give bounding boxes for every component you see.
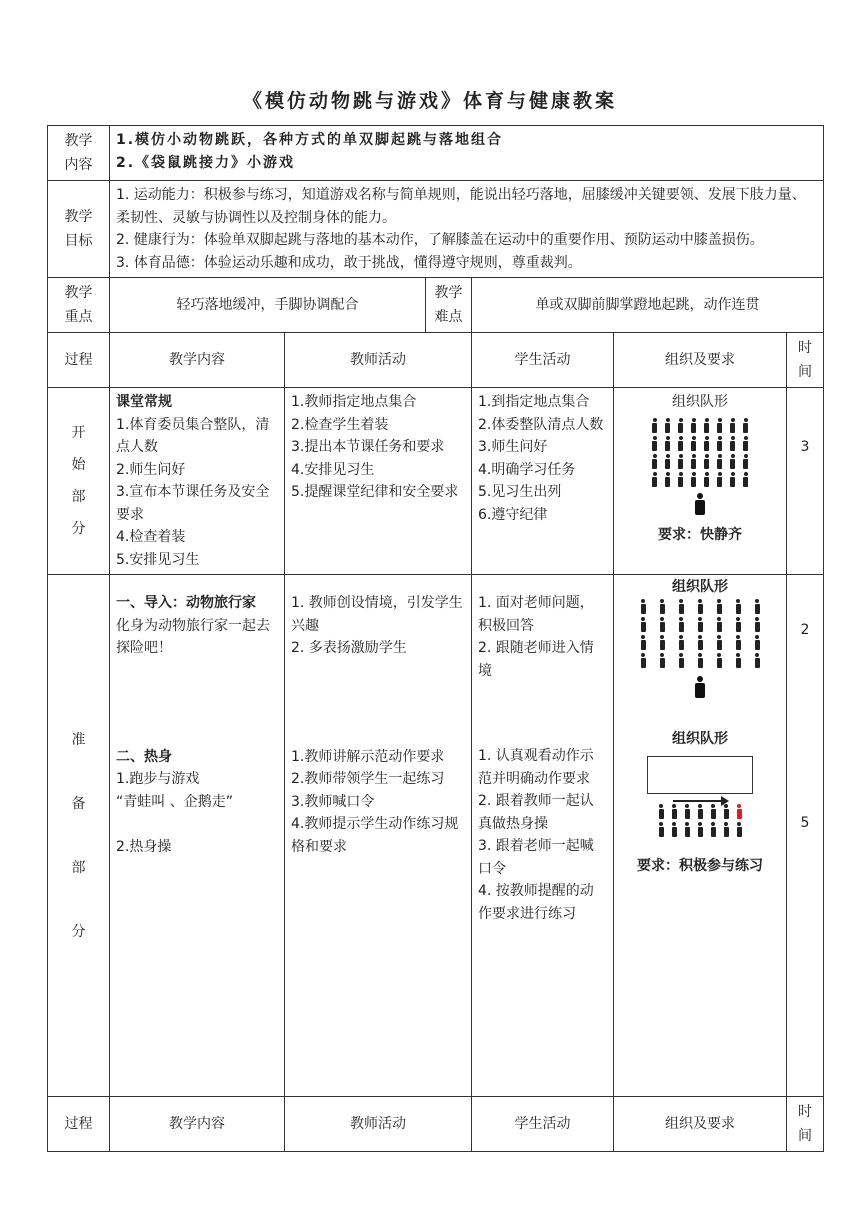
label-line: 间 bbox=[798, 364, 813, 380]
student-icon bbox=[736, 617, 741, 632]
student-icon bbox=[743, 418, 748, 433]
student-icon bbox=[659, 804, 664, 819]
content-line bbox=[116, 813, 278, 836]
student-activity-line: 1. 认真观看动作示范并明确动作要求 bbox=[478, 748, 594, 787]
label-line: 教学 bbox=[64, 209, 93, 225]
student-activity-line: 1. 面对老师问题，积极回答 bbox=[478, 595, 594, 634]
student-icon bbox=[743, 436, 748, 451]
student-icon bbox=[660, 635, 665, 650]
student-icon bbox=[679, 635, 684, 650]
student-icon bbox=[743, 454, 748, 469]
label-line: 教学 bbox=[434, 285, 463, 301]
footer-student: 学生活动 bbox=[472, 1097, 614, 1152]
student-icon bbox=[698, 822, 703, 837]
student-icon bbox=[665, 454, 670, 469]
student-icon bbox=[730, 418, 735, 433]
student-icon bbox=[704, 454, 709, 469]
intro-org-title: 组织队形 bbox=[672, 579, 728, 595]
student-icon bbox=[737, 822, 742, 837]
start-stage-label bbox=[48, 388, 110, 575]
start-time: 3 bbox=[787, 388, 824, 575]
student-icon bbox=[678, 436, 683, 451]
goal-item: 3. 体育品德：体验运动乐趣和成功，敢于挑战，懂得遵守规则，尊重裁判。 bbox=[116, 254, 582, 271]
label-line: 教学 bbox=[64, 133, 93, 149]
goal-label bbox=[48, 181, 110, 278]
arrow-icon bbox=[673, 800, 727, 802]
teacher-icon bbox=[695, 493, 705, 515]
student-icon bbox=[717, 418, 722, 433]
header-org: 组织及要求 bbox=[614, 333, 787, 388]
student-icon bbox=[717, 436, 722, 451]
student-icon bbox=[717, 653, 722, 668]
lesson-plan-table bbox=[47, 125, 824, 1152]
prep-content bbox=[110, 575, 285, 1097]
formation-row bbox=[620, 436, 780, 451]
formation-row bbox=[620, 599, 780, 614]
prep-teacher bbox=[285, 575, 472, 1097]
student-icon bbox=[736, 599, 741, 614]
student-activity-line: 6.遵守纪律 bbox=[478, 506, 548, 523]
student-icon bbox=[698, 599, 703, 614]
student-icon bbox=[698, 804, 703, 819]
student-icon bbox=[678, 454, 683, 469]
content-line: 1.跑步与游戏 bbox=[116, 771, 200, 787]
running-formation bbox=[635, 804, 765, 837]
student-icon bbox=[736, 635, 741, 650]
content-item: 2.《袋鼠跳接力》小游戏 bbox=[116, 154, 296, 171]
prep-time bbox=[787, 575, 824, 1097]
student-icon bbox=[652, 418, 657, 433]
teacher-activity-line: 2.教师带领学生一起练习 bbox=[291, 771, 445, 787]
student-activity-line: 2. 跟随老师进入情境 bbox=[478, 640, 594, 679]
student-icon bbox=[698, 653, 703, 668]
formation-row bbox=[620, 635, 780, 650]
student-icon bbox=[704, 418, 709, 433]
start-teacher bbox=[285, 388, 472, 575]
formation-row bbox=[620, 472, 780, 487]
student-icon bbox=[691, 418, 696, 433]
student-icon bbox=[711, 804, 716, 819]
formation-row bbox=[620, 653, 780, 668]
student-icon bbox=[691, 454, 696, 469]
student-icon bbox=[730, 454, 735, 469]
student-activity-line: 2.体委整队清点人数 bbox=[478, 416, 604, 433]
formation-row bbox=[620, 617, 780, 632]
content-line: 2.热身操 bbox=[116, 838, 172, 855]
intro-time: 2 bbox=[800, 622, 810, 638]
student-icon bbox=[717, 635, 722, 650]
footer-time bbox=[787, 1097, 824, 1152]
start-org bbox=[614, 388, 787, 575]
student-icon bbox=[698, 617, 703, 632]
teacher-icon bbox=[695, 676, 705, 698]
student-icon bbox=[717, 599, 722, 614]
goal-item: 2. 健康行为：体验单双脚起跳与落地的基本动作，了解膝盖在运动中的重要作用、预防运动中膝盖损伤。 bbox=[116, 232, 764, 248]
stage-label-char: 部 bbox=[71, 859, 86, 876]
teacher-activity-line: 4.教师提示学生动作练习规格和要求 bbox=[291, 816, 459, 855]
key-row bbox=[48, 278, 824, 333]
stage-label-char bbox=[54, 820, 103, 852]
student-icon bbox=[717, 472, 722, 487]
stage-label-char bbox=[54, 884, 103, 916]
student-icon bbox=[660, 617, 665, 632]
student-icon bbox=[730, 472, 735, 487]
student-icon bbox=[665, 418, 670, 433]
stage-label-char: 备 bbox=[71, 795, 86, 812]
student-icon bbox=[743, 472, 748, 487]
student-icon bbox=[704, 472, 709, 487]
student-icon bbox=[665, 472, 670, 487]
warm-time: 5 bbox=[800, 814, 810, 831]
student-icon bbox=[736, 653, 741, 668]
student-icon bbox=[685, 804, 690, 819]
content-line: 5.安排见习生 bbox=[116, 551, 200, 568]
label-line: 内容 bbox=[64, 157, 93, 173]
teacher-activity-line: 2.检查学生着装 bbox=[291, 416, 389, 433]
student-icon bbox=[641, 653, 646, 668]
student-icon bbox=[711, 822, 716, 837]
start-org-title: 组织队形 bbox=[672, 394, 728, 410]
warm-requirement: 要求：积极参与练习 bbox=[637, 858, 763, 874]
warm-org-title: 组织队形 bbox=[672, 730, 728, 747]
student-icon bbox=[685, 822, 690, 837]
student-activity-line: 1.到指定地点集合 bbox=[478, 394, 590, 410]
start-student bbox=[472, 388, 614, 575]
prep-org bbox=[614, 575, 787, 1097]
start-stage-row bbox=[48, 388, 824, 575]
stage-label-char bbox=[54, 756, 103, 788]
student-icon bbox=[678, 418, 683, 433]
student-icon bbox=[704, 436, 709, 451]
content-line: 1.体育委员集合整队，清点人数 bbox=[116, 416, 270, 455]
student-icon bbox=[660, 599, 665, 614]
student-icon bbox=[691, 472, 696, 487]
stage-label-char: 部 bbox=[71, 489, 86, 505]
header-time bbox=[787, 333, 824, 388]
student-icon bbox=[672, 822, 677, 837]
student-icon bbox=[755, 653, 760, 668]
prep-student bbox=[472, 575, 614, 1097]
stage-label-char: 开 bbox=[71, 425, 86, 441]
warm-title: 二、热身 bbox=[116, 748, 172, 765]
header-process: 过程 bbox=[48, 333, 110, 388]
student-activity-line: 3.师生问好 bbox=[478, 439, 548, 455]
header-teacher: 教师活动 bbox=[285, 333, 472, 388]
stage-label-char: 分 bbox=[71, 521, 86, 537]
student-icon bbox=[724, 804, 729, 819]
practice-area bbox=[647, 756, 753, 794]
student-icon bbox=[641, 599, 646, 614]
student-icon bbox=[641, 635, 646, 650]
header-student: 学生活动 bbox=[472, 333, 614, 388]
student-icon bbox=[698, 635, 703, 650]
content-label bbox=[48, 126, 110, 181]
student-icon bbox=[679, 617, 684, 632]
goal-item: 1. 运动能力：积极参与练习，知道游戏名称与简单规则，能说出轻巧落地，屈膝缓冲关键要领、发展下肢力量、柔韧性、灵敏与协调性以及控制身体的能力。 bbox=[116, 187, 806, 226]
stage-label-char: 始 bbox=[71, 457, 86, 473]
teacher-activity-line: 3.教师喊口令 bbox=[291, 793, 375, 810]
student-icon bbox=[717, 454, 722, 469]
student-icon bbox=[691, 436, 696, 451]
student-icon bbox=[678, 472, 683, 487]
student-icon bbox=[652, 436, 657, 451]
student-icon bbox=[724, 822, 729, 837]
student-activity-line: 4. 按教师提醒的动作要求进行练习 bbox=[478, 883, 594, 922]
student-activity-line: 2. 跟着教师一起认真做热身操 bbox=[478, 793, 594, 832]
footer-process: 过程 bbox=[48, 1097, 110, 1152]
student-icon bbox=[679, 653, 684, 668]
student-icon bbox=[755, 599, 760, 614]
prep-stage-label bbox=[48, 575, 110, 1097]
label-line: 时 bbox=[798, 1104, 813, 1120]
teacher-activity-line: 2. 多表扬激励学生 bbox=[291, 640, 407, 656]
page-title: 《模仿动物跳与游戏》体育与健康教案 bbox=[242, 90, 617, 112]
content-row bbox=[48, 126, 824, 181]
header-content: 教学内容 bbox=[110, 333, 285, 388]
student-activity-line: 3. 跟着老师一起喊口令 bbox=[478, 838, 594, 877]
student-icon bbox=[672, 804, 677, 819]
teacher-activity-line: 1.教师讲解示范动作要求 bbox=[291, 748, 445, 765]
footer-org: 组织及要求 bbox=[614, 1097, 787, 1152]
intro-title: 一、导入：动物旅行家 bbox=[116, 595, 256, 611]
difficulty-label bbox=[426, 278, 472, 333]
formation-row bbox=[620, 418, 780, 433]
formation-row bbox=[635, 822, 765, 837]
label-line: 时 bbox=[798, 340, 813, 356]
header-row bbox=[48, 333, 824, 388]
student-icon bbox=[659, 822, 664, 837]
goal-cell bbox=[110, 181, 824, 278]
teacher-activity-line: 1. 教师创设情境，引发学生兴趣 bbox=[291, 595, 463, 634]
student-activity-line: 4.明确学习任务 bbox=[478, 461, 576, 478]
footer-teacher: 教师活动 bbox=[285, 1097, 472, 1152]
start-requirement: 要求：快静齐 bbox=[658, 527, 742, 543]
teacher-activity-line: 4.安排见习生 bbox=[291, 461, 375, 478]
key-label bbox=[48, 278, 110, 333]
prep-stage-row bbox=[48, 575, 824, 1097]
student-icon bbox=[737, 804, 742, 819]
content-line: 2.师生问好 bbox=[116, 461, 186, 478]
key-point: 轻巧落地缓冲，手脚协调配合 bbox=[110, 278, 426, 333]
student-icon bbox=[730, 436, 735, 451]
student-icon bbox=[755, 635, 760, 650]
content-cell bbox=[110, 126, 824, 181]
start-content-title: 课堂常规 bbox=[116, 394, 172, 410]
goal-row bbox=[48, 181, 824, 278]
content-item: 1.模仿小动物跳跃，各种方式的单双脚起跳与落地组合 bbox=[116, 132, 504, 148]
student-activity-line: 5.见习生出列 bbox=[478, 484, 562, 500]
teacher-activity-line: 1.教师指定地点集合 bbox=[291, 394, 417, 410]
student-icon bbox=[755, 617, 760, 632]
intro-text: 化身为动物旅行家一起去探险吧！ bbox=[116, 617, 270, 656]
student-icon bbox=[652, 454, 657, 469]
label-line: 难点 bbox=[434, 309, 463, 325]
label-line: 重点 bbox=[64, 309, 93, 325]
content-line: “青蛙叫 、企鹅走” bbox=[116, 793, 233, 810]
start-content bbox=[110, 388, 285, 575]
formation-row bbox=[635, 804, 765, 819]
content-line: 4.检查着装 bbox=[116, 529, 186, 545]
student-icon bbox=[652, 472, 657, 487]
student-icon bbox=[717, 617, 722, 632]
footer-content: 教学内容 bbox=[110, 1097, 285, 1152]
label-line: 教学 bbox=[64, 285, 93, 301]
teacher-activity-line: 5.提醒课堂纪律和安全要求 bbox=[291, 484, 459, 500]
content-line: 3.宣布本节课任务及安全要求 bbox=[116, 484, 270, 523]
student-icon bbox=[660, 653, 665, 668]
stage-label-char: 分 bbox=[71, 923, 86, 940]
formation-row bbox=[620, 454, 780, 469]
student-icon bbox=[679, 599, 684, 614]
footer-header-row bbox=[48, 1097, 824, 1152]
stage-label-char: 准 bbox=[71, 731, 86, 748]
student-icon bbox=[641, 617, 646, 632]
student-icon bbox=[665, 436, 670, 451]
teacher-activity-line: 3.提出本节课任务和要求 bbox=[291, 439, 445, 455]
difficulty: 单或双脚前脚掌蹬地起跳，动作连贯 bbox=[472, 278, 824, 333]
label-line: 目标 bbox=[64, 233, 93, 249]
label-line: 间 bbox=[798, 1128, 813, 1144]
